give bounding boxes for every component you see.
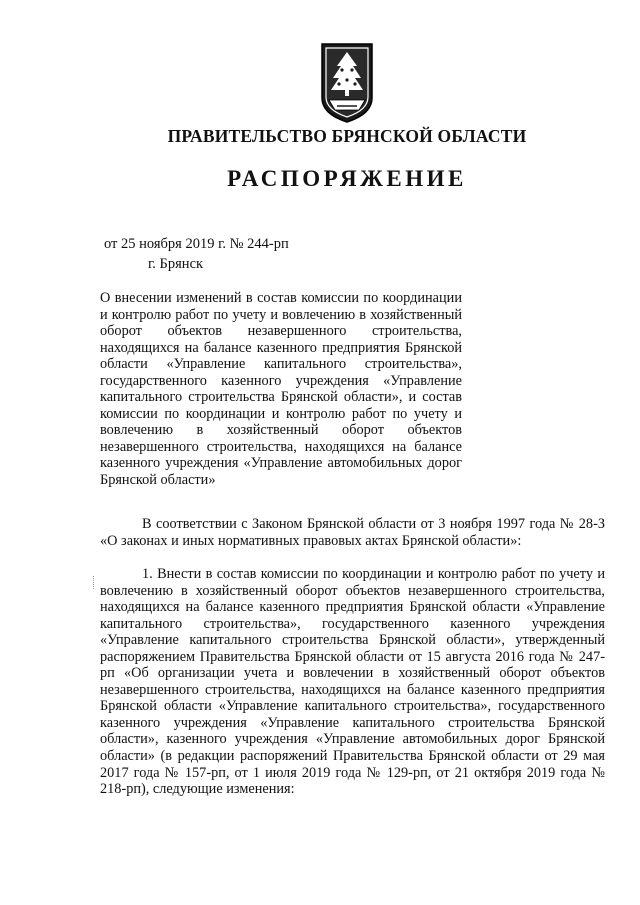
document-date-number: от 25 ноября 2019 г. № 244-рп xyxy=(104,236,289,252)
preamble-text: В соответствии с Законом Брянской области от 3 ноября 1997 года № 28-З «О законах и иных нормативных правовых актах Брянской области»: xyxy=(100,516,605,549)
bryansk-coat-of-arms-icon xyxy=(319,40,375,124)
document-type-heading: РАСПОРЯЖЕНИЕ xyxy=(227,166,467,191)
margin-dotted-mark xyxy=(93,576,95,589)
document-subject-title xyxy=(100,290,462,489)
clause-1-text: 1. Внести в состав комиссии по координации и контролю работ по учету и вовлечению в хозяйственный оборот объектов незавершенного строительства, находящихся на балансе казенного предприятия Брянской области «Управление капитального строительства», государственного казенного учреждения «Управление капитального строительства Брянской области», утвержденный распоряжением Правительства Брянской области от 15 августа 2016 года № 247-рп «Об организации учета и вовлечении в хозяйственный оборот объектов незавершенного строительства, находящихся на балансе казенного предприятия Брянской области «Управление капитального строительства», государственного казенного учреждения «Управление капитального строительства Брянской области», казенного учреждения «Управление автомобильных дорог Брянской области» (в редакции распоряжений Правительства Брянской области от 29 мая 2017 года № 157-рп, от 1 июля 2019 года № 129-рп, от 21 октября 2019 года № 218-рп), следующие изменения: xyxy=(100,566,605,798)
preamble-paragraph xyxy=(100,516,605,549)
document-city: г. Брянск xyxy=(148,256,204,272)
clause-1-paragraph xyxy=(100,566,605,798)
organization-title: ПРАВИТЕЛЬСТВО БРЯНСКОЙ ОБЛАСТИ xyxy=(167,126,527,146)
document-subject-text: О внесении изменений в состав комиссии по координации и контролю работ по учету и вовлечению в хозяйственный оборот объектов незавершенного строительства, находящихся на балансе казенного предприятия Брянской области «Управление капитального строительства», государственного казенного учреждения «Управление капитального строительства Брянской области», и состав комиссии по координации и контролю работ по учету и вовлечению в хозяйственный оборот объектов незавершенного строительства, находящихся на балансе казенного учреждения «Управление автомобильных дорог Брянской области» xyxy=(100,290,462,489)
